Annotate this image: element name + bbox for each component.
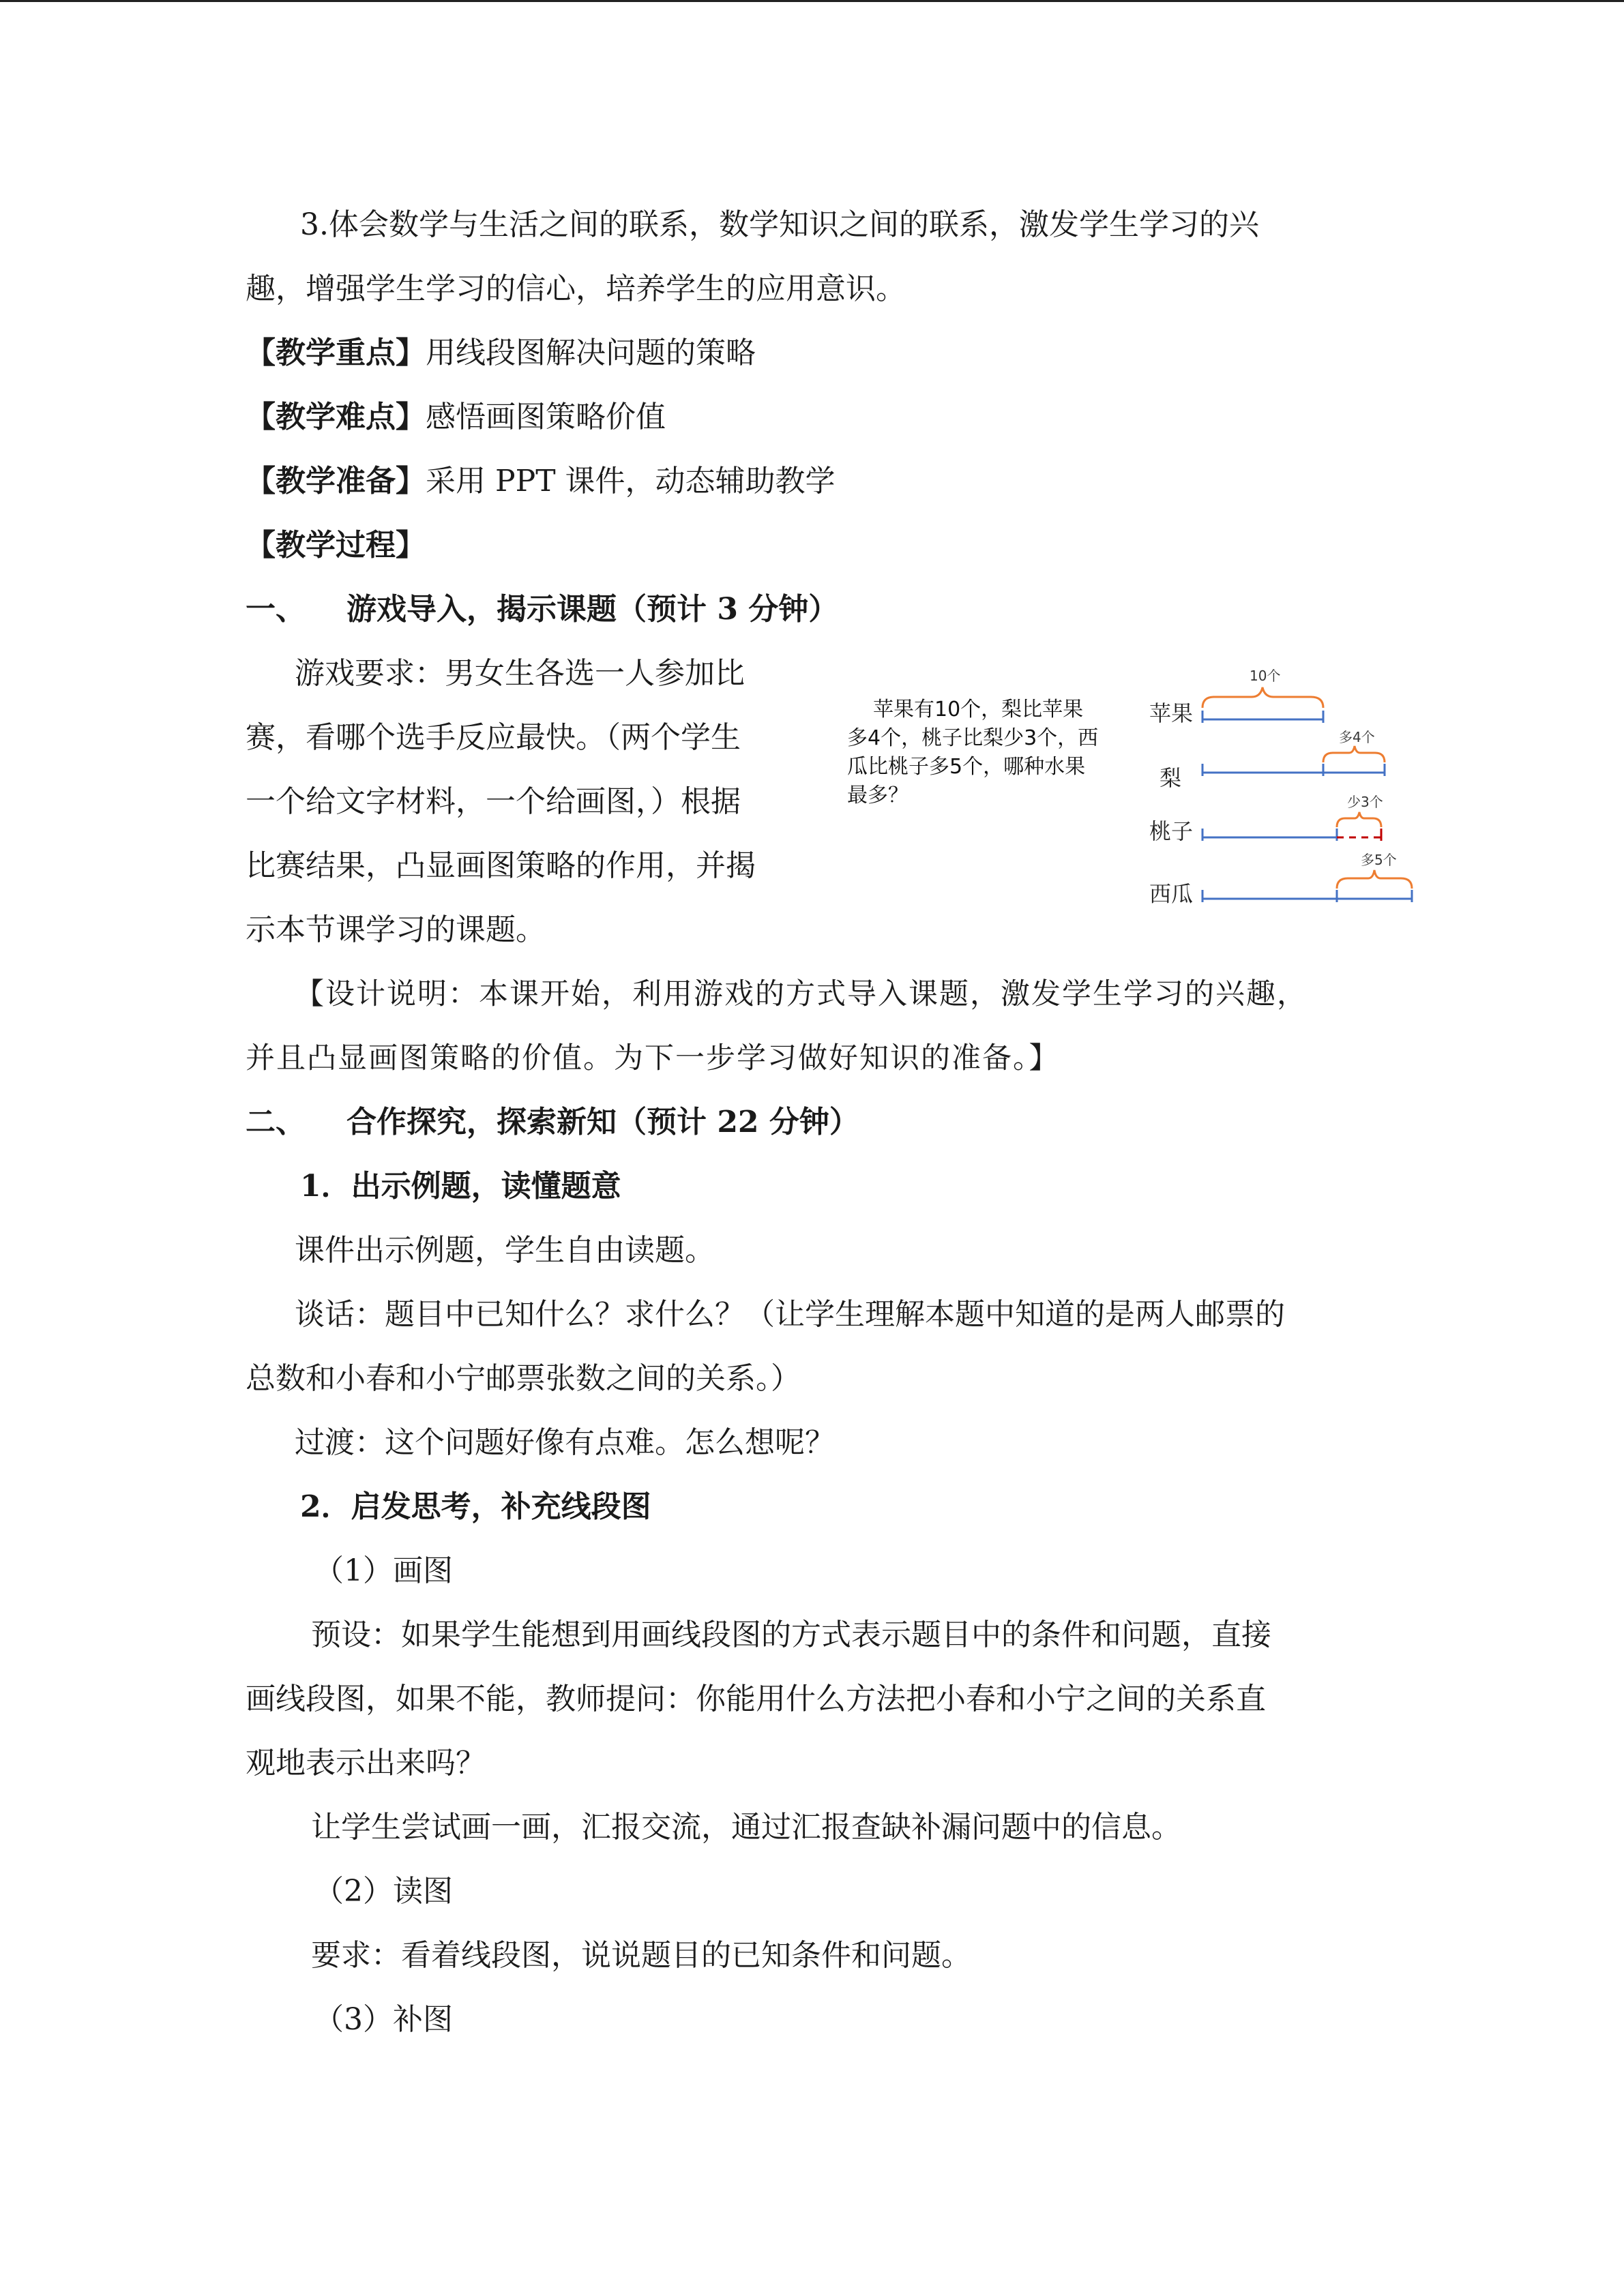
step2-heading: （2）读图 [314, 1874, 453, 1909]
subsection1-heading: 1．出示例题，读懂题意 [300, 1169, 621, 1204]
preparation-text: 采用 PPT 课件，动态辅助教学 [426, 464, 836, 498]
preset-line2: 画线段图，如果不能，教师提问：你能用什么方法把小春和小宁之间的关系直 [246, 1682, 1266, 1716]
step1-heading: （1）画图 [314, 1553, 453, 1588]
section2-heading [246, 1102, 859, 1143]
annotation-less3: 少3个 [1347, 794, 1383, 810]
difficulty [246, 397, 666, 438]
key-point-label: 【教学重点】 [246, 336, 426, 370]
fruit-segment-diagram [832, 661, 1446, 934]
annotation-10: 10个 [1250, 668, 1281, 684]
annotation-more4: 多4个 [1339, 729, 1375, 745]
transition-paragraph: 过渡：这个问题好像有点难。怎么想呢？ [295, 1425, 835, 1460]
design-note-line2: 并且凸显画图策略的价值。为下一步学习做好知识的准备。】 [246, 1041, 1060, 1075]
label-apple: 苹果 [1149, 700, 1194, 726]
game-line2: 赛，看哪个选手反应最快。（两个学生 [246, 720, 741, 755]
try-draw-paragraph: 让学生尝试画一画，汇报交流，通过汇报查缺补漏问题中的信息。 [311, 1810, 1181, 1845]
problem-text-line3: 瓜比桃子多5个，哪种水果 [847, 755, 1086, 779]
process-heading: 【教学过程】 [246, 528, 426, 563]
difficulty-text: 感悟画图策略价值 [426, 400, 666, 434]
melon-segment [1202, 852, 1412, 902]
apple-segment [1202, 668, 1323, 723]
preparation-label: 【教学准备】 [246, 464, 426, 498]
section1-title: 游戏导入，揭示课题（预计 3 分钟） [346, 592, 839, 627]
preset-line1: 预设：如果学生能想到用画线段图的方式表示题目中的条件和问题，直接 [311, 1617, 1271, 1652]
goal3-line2: 趣，增强学生学习的信心，培养学生的应用意识。 [246, 271, 906, 306]
pear-segment [1202, 729, 1385, 776]
difficulty-label: 【教学难点】 [246, 400, 426, 434]
game-line5: 示本节课学习的课题。 [246, 912, 546, 947]
problem-text-line2: 多4个，桃子比梨少3个，西 [847, 726, 1099, 750]
label-pear: 梨 [1160, 765, 1182, 791]
peach-segment [1202, 794, 1383, 841]
game-line3: 一个给文字材料，一个给画图，）根据 [246, 784, 741, 819]
goal3-line1: 3.体会数学与生活之间的联系，数学知识之间的联系，激发学生学习的兴 [300, 207, 1259, 242]
preset-line3: 观地表示出来吗？ [246, 1746, 486, 1780]
talk-line1: 谈话：题目中已知什么？求什么？（让学生理解本题中知道的是两人邮票的 [295, 1297, 1285, 1332]
problem-text-line4: 最多？ [847, 784, 909, 807]
courseware-paragraph: 课件出示例题，学生自由读题。 [295, 1233, 715, 1268]
page-top-border [0, 0, 1624, 2]
brace-less3 [1337, 812, 1381, 827]
brace-more5 [1337, 870, 1412, 889]
brace-more4 [1323, 746, 1385, 762]
game-line1: 游戏要求：男女生各选一人参加比 [295, 656, 745, 691]
step3-heading: （3）补图 [314, 2002, 453, 2037]
section2-title: 合作探究，探索新知（预计 22 分钟） [346, 1105, 859, 1139]
preparation [246, 461, 836, 502]
brace-10 [1202, 687, 1323, 708]
key-point [246, 333, 756, 374]
section1-heading [246, 589, 838, 630]
requirement-paragraph: 要求：看着线段图，说说题目的已知条件和问题。 [311, 1938, 971, 1973]
key-point-text: 用线段图解决问题的策略 [426, 336, 756, 370]
section1-number: 一、 [246, 592, 306, 627]
section2-number: 二、 [246, 1105, 306, 1139]
subsection2-heading: 2．启发思考，补充线段图 [300, 1489, 651, 1524]
annotation-more5: 多5个 [1361, 852, 1397, 868]
design-note-line1: 【设计说明：本课开始，利用游戏的方式导入课题，激发学生学习的兴趣， [295, 977, 1308, 1011]
game-line4: 比赛结果，凸显画图策略的作用，并揭 [246, 848, 756, 883]
label-peach: 桃子 [1149, 818, 1194, 844]
problem-text-line1: 苹果有10个，梨比苹果 [873, 698, 1084, 721]
label-melon: 西瓜 [1149, 881, 1194, 907]
talk-line2: 总数和小春和小宁邮票张数之间的关系。） [246, 1361, 801, 1396]
